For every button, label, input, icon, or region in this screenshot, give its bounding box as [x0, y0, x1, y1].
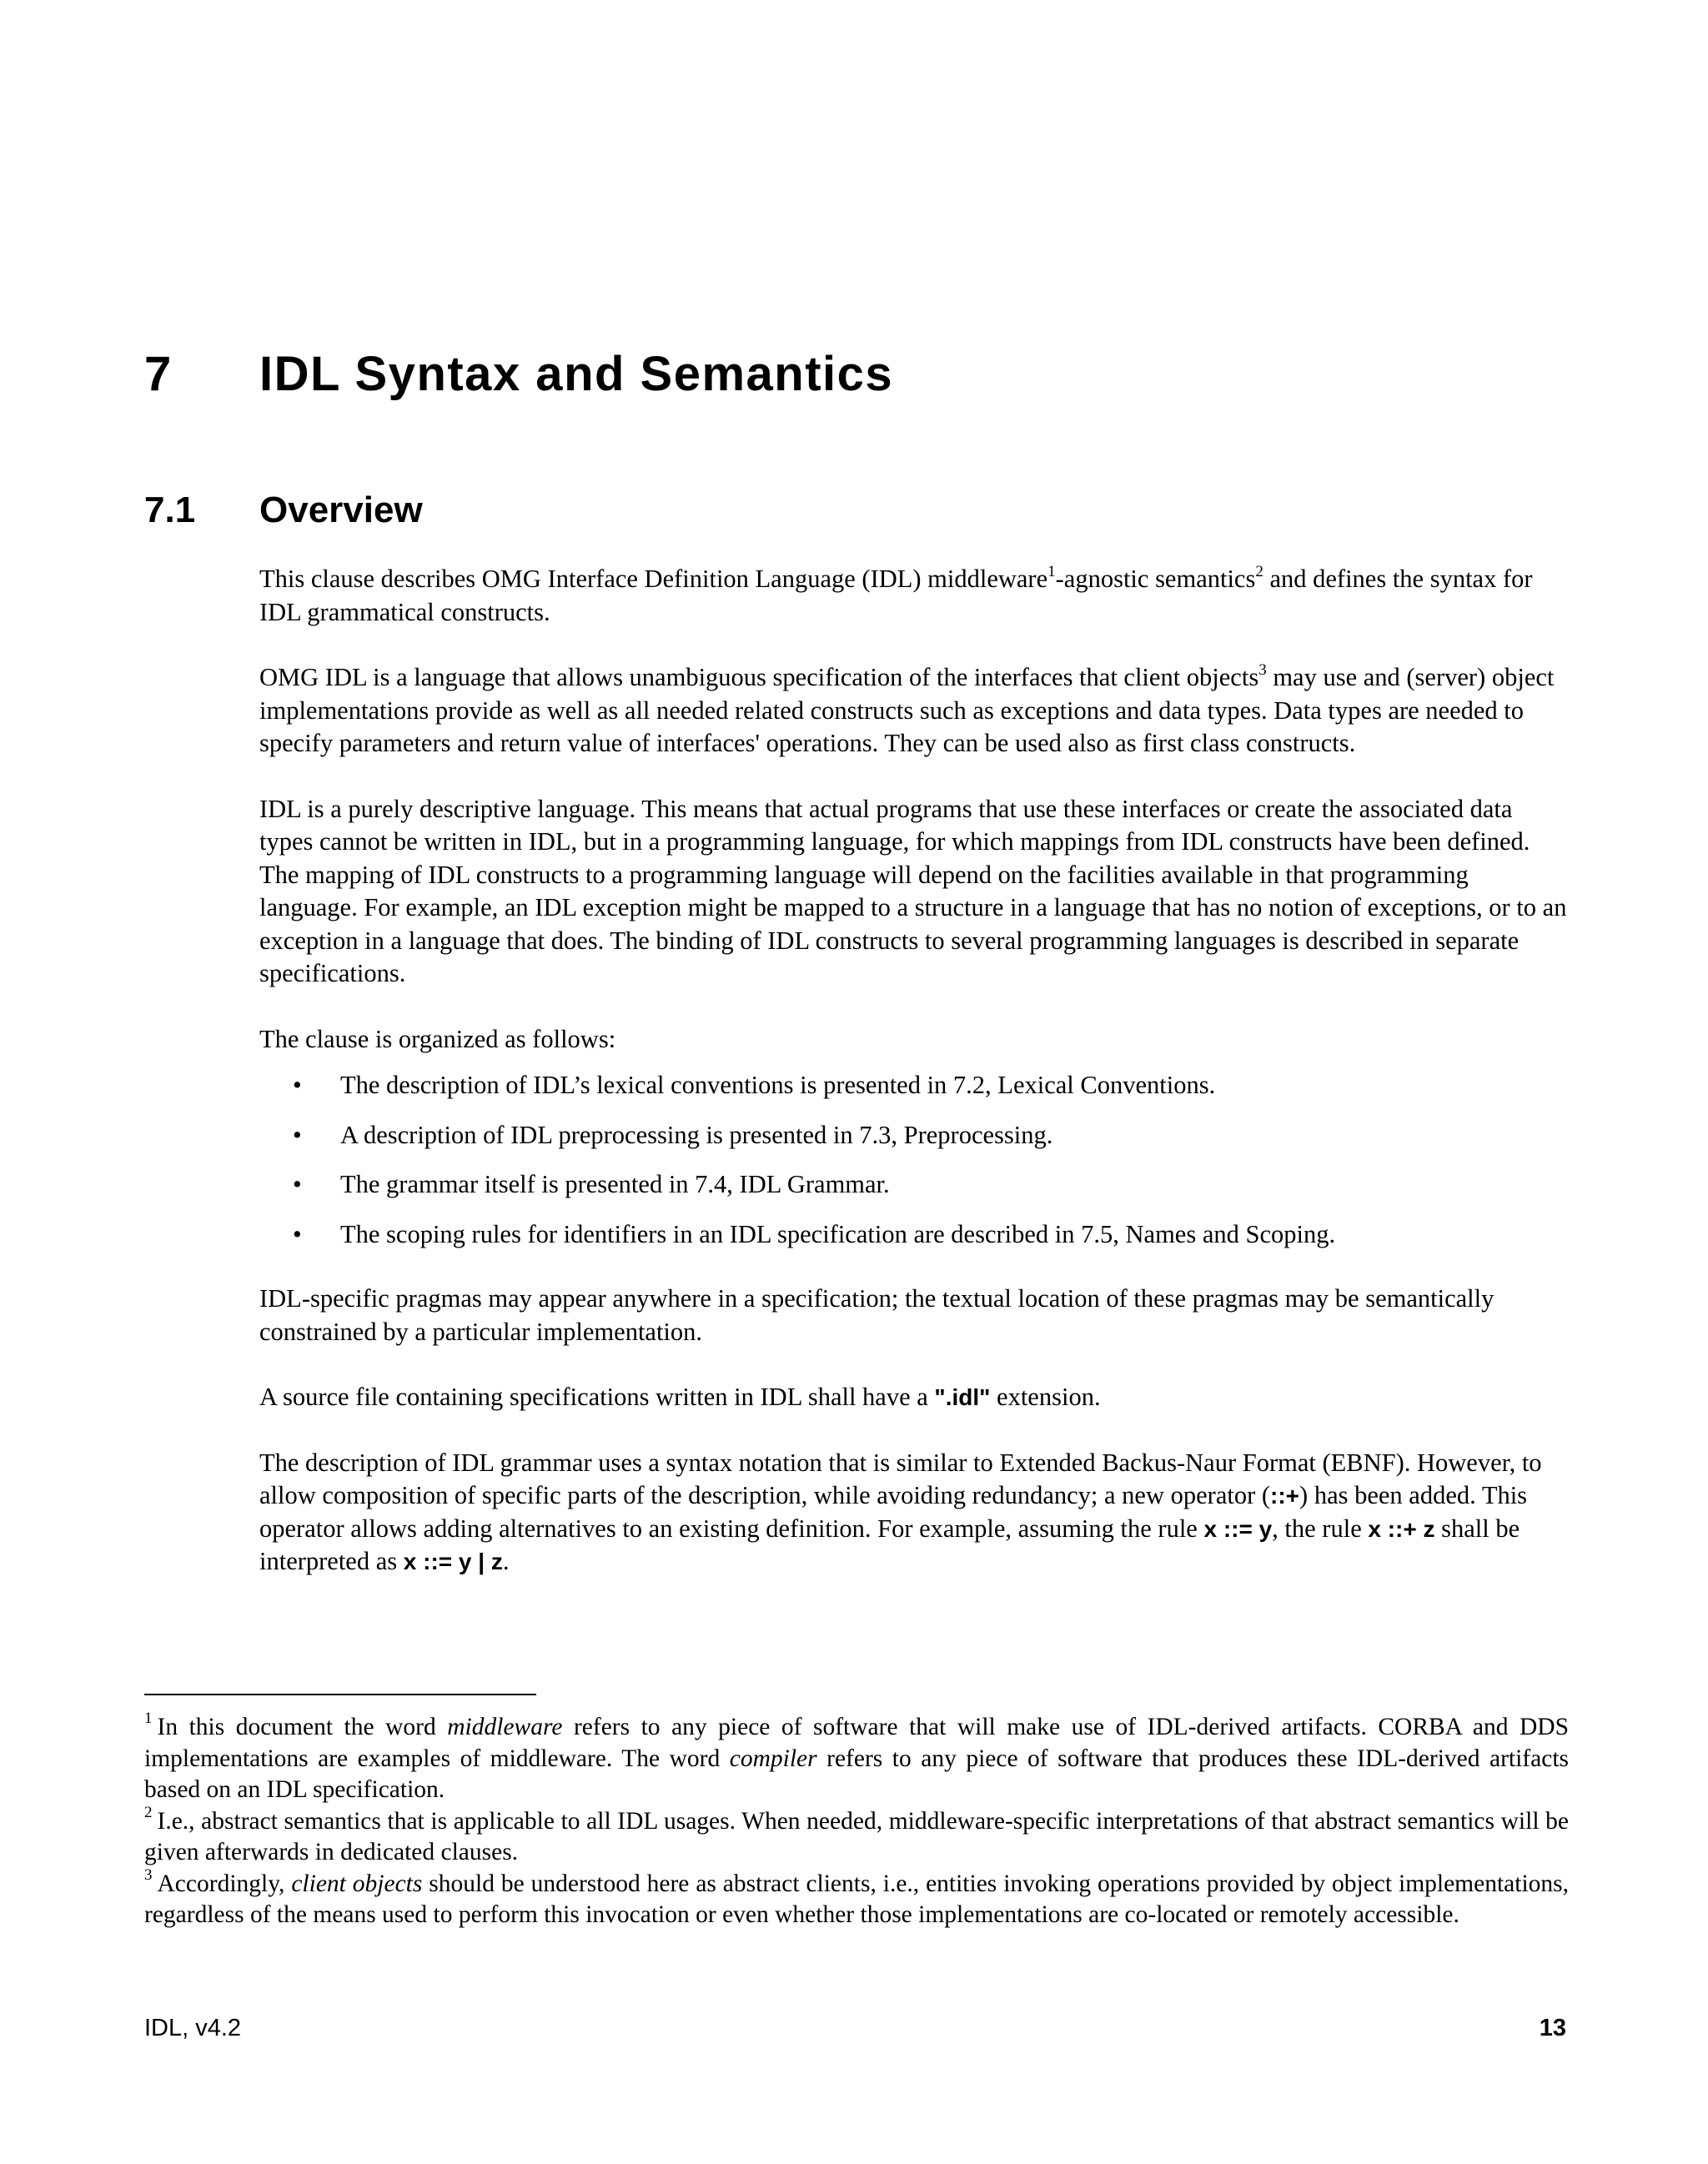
- paragraph-ebnf: The description of IDL grammar uses a syntax notation that is similar to Extended Backus-Naur Format (EBNF). However, to allow composition of specific parts of the description, while avoiding redundancy; a new operator (::+) has been added. This operator allows adding alternatives to an existing definition. For example, assuming the rule x ::= y, the rule x ::+ z shall be interpreted as x ::= y | z.: [259, 1448, 1542, 1575]
- list-item: • The description of IDL’s lexical conventions is presented in 7.2, Lexical Conventions.: [259, 1069, 1569, 1102]
- footnote-1: $^1$ In this document the word middleware refers to any piece of software that will make use of IDL-derived artifacts. CORBA and DDS implementations are examples of middleware. The word compiler refers to any piece of software that produces these IDL-derived artifacts based on an IDL specification.: [144, 1710, 1569, 1803]
- bullet-icon: •: [293, 1071, 302, 1099]
- footnote-2: $^2$ I.e., abstract semantics that is applicable to all IDL usages. When needed, middleware-specific interpretations of that abstract semantics will be given afterwards in dedicated clauses.: [144, 1803, 1569, 1865]
- list-item: • The grammar itself is presented in 7.4, IDL Grammar.: [259, 1168, 1569, 1202]
- footer-document-version: IDL, v4.2: [144, 2015, 242, 2041]
- paragraph-organization: The clause is organized as follows:: [259, 1024, 616, 1053]
- file-extension-code: ".idl": [934, 1384, 991, 1410]
- footnote-3: $^3$ Accordingly, client objects should be understood here as abstract clients, i.e., entities invoking operations provided by object implementations, regardless of the means used to perform this invocation or even whether those implementations are co-located or remotely accessible.: [144, 1865, 1570, 1928]
- footnote-ref-1: 1: [1047, 563, 1056, 580]
- chapter-number: 7: [144, 347, 173, 401]
- footnote-ref-2: 2: [1255, 563, 1263, 580]
- section-number: 7.1: [144, 490, 196, 530]
- chapter-title: IDL Syntax and Semantics: [259, 347, 894, 401]
- bullet-icon: •: [293, 1170, 302, 1198]
- rule-code: x ::+ z: [1368, 1515, 1435, 1542]
- paragraph-descriptive-language: IDL is a purely descriptive language. This means that actual programs that use these interfaces or create the associated data types cannot be written in IDL, but in a programming language, for which mappings from IDL constructs have been defined. The mapping of IDL constructs to a programming language will depend on the facilities available in that programming language. For example, an IDL exception might be mapped to a structure in a language that has no notion of exceptions, or to an exception in a language that does. The binding of IDL constructs to several programming languages is described in separate specifications.: [259, 794, 1567, 987]
- list-item: • The scoping rules for identifiers in an IDL specification are described in 7.5, Names and Scoping.: [259, 1218, 1569, 1252]
- clause-outline-list: [259, 1069, 1569, 1251]
- rule-code: x ::= y | z: [403, 1549, 503, 1574]
- footer-page-number: 13: [1539, 2015, 1566, 2041]
- paragraph-intro: This clause describes OMG Interface Definition Language (IDL) middleware$^1$-agnostic semantics$^2$ and defines the syntax for IDL grammatical constructs.: [259, 563, 1533, 626]
- paragraph-pragmas: IDL-specific pragmas may appear anywhere in a specification; the textual location of these pragmas may be semantically constrained by a particular implementation.: [259, 1284, 1494, 1346]
- rule-code: x ::= y: [1203, 1515, 1273, 1542]
- paragraph-file-extension: A source file containing specifications written in IDL shall have a ".idl" extension.: [259, 1383, 1101, 1411]
- bullet-icon: •: [293, 1120, 302, 1149]
- paragraph-omg-idl: OMG IDL is a language that allows unambiguous specification of the interfaces that client objects$^3$ may use and (server) object implementations provide as well as all needed related constructs such as exceptions and data types. Data types are needed to specify parameters and return value of interfaces' operations. They can be used also as first class constructs.: [259, 661, 1555, 757]
- footnotes: [144, 1712, 1569, 1931]
- list-item: • A description of IDL preprocessing is presented in 7.3, Preprocessing.: [259, 1119, 1569, 1152]
- section-title: Overview: [259, 490, 423, 530]
- bullet-icon: •: [293, 1219, 302, 1248]
- footnote-ref-3: 3: [1258, 661, 1267, 679]
- section-body: [259, 563, 1569, 1611]
- operator-code: ::+: [1270, 1483, 1300, 1509]
- footnote-separator: [144, 1694, 536, 1695]
